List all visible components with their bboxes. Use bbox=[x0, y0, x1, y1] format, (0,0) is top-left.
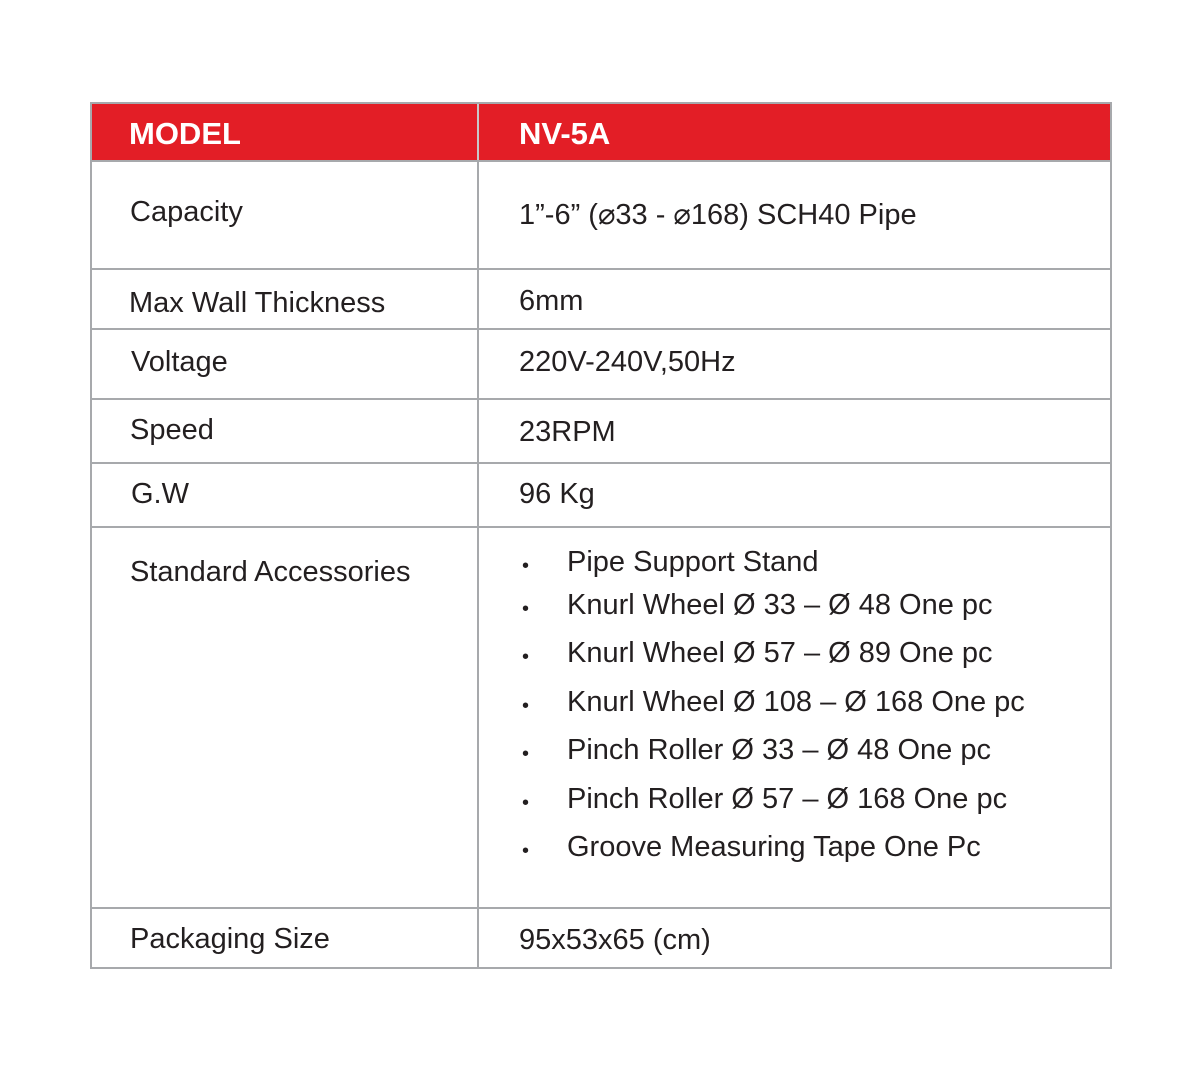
table-row-gross-weight bbox=[92, 464, 1110, 528]
standard-accessories-label: Standard Accessories bbox=[130, 556, 411, 588]
speed-value: 23RPM bbox=[519, 416, 616, 448]
bullet-icon: • bbox=[522, 646, 530, 668]
column-divider bbox=[477, 330, 479, 398]
accessory-text: Groove Measuring Tape One Pc bbox=[567, 831, 981, 863]
column-divider bbox=[477, 162, 479, 268]
speed-label: Speed bbox=[130, 414, 214, 446]
model-label: MODEL bbox=[129, 116, 241, 151]
column-divider bbox=[477, 400, 479, 462]
model-value: NV-5A bbox=[519, 116, 611, 151]
bullet-icon: • bbox=[522, 555, 530, 577]
table-row-speed bbox=[92, 400, 1110, 464]
gross-weight-label: G.W bbox=[131, 478, 189, 510]
table-row-capacity bbox=[92, 162, 1110, 270]
voltage-value: 220V-240V,50Hz bbox=[519, 346, 736, 378]
bullet-icon: • bbox=[522, 840, 530, 862]
column-divider bbox=[477, 270, 479, 328]
table-row-standard-accessories bbox=[92, 528, 1110, 909]
bullet-icon: • bbox=[522, 792, 530, 814]
accessory-text: Pinch Roller Ø 33 – Ø 48 One pc bbox=[567, 734, 991, 766]
packaging-size-value: 95x53x65 (cm) bbox=[519, 924, 711, 956]
accessory-text: Knurl Wheel Ø 33 – Ø 48 One pc bbox=[567, 589, 993, 621]
bullet-icon: • bbox=[522, 743, 530, 765]
table-row-max-wall-thickness bbox=[92, 270, 1110, 330]
accessory-text: Pipe Support Stand bbox=[567, 546, 819, 578]
gross-weight-value: 96 Kg bbox=[519, 478, 595, 510]
column-divider bbox=[477, 464, 479, 526]
accessory-text: Pinch Roller Ø 57 – Ø 168 One pc bbox=[567, 783, 1008, 815]
column-divider bbox=[477, 528, 479, 907]
voltage-label: Voltage bbox=[131, 346, 228, 378]
table-row-packaging-size bbox=[92, 909, 1110, 969]
column-divider bbox=[477, 909, 479, 969]
packaging-size-label: Packaging Size bbox=[130, 923, 330, 955]
max-wall-thickness-label: Max Wall Thickness bbox=[129, 287, 386, 319]
column-divider bbox=[477, 104, 479, 160]
table-row-voltage bbox=[92, 330, 1110, 400]
capacity-label: Capacity bbox=[130, 196, 243, 228]
accessory-text: Knurl Wheel Ø 108 – Ø 168 One pc bbox=[567, 686, 1025, 718]
accessory-text: Knurl Wheel Ø 57 – Ø 89 One pc bbox=[567, 637, 993, 669]
table-header-row bbox=[92, 104, 1110, 162]
bullet-icon: • bbox=[522, 695, 530, 717]
max-wall-thickness-value: 6mm bbox=[519, 285, 584, 317]
spec-table bbox=[90, 102, 1112, 969]
bullet-icon: • bbox=[522, 598, 530, 620]
capacity-value: 1”-6” (⌀33 - ⌀168) SCH40 Pipe bbox=[519, 199, 917, 231]
